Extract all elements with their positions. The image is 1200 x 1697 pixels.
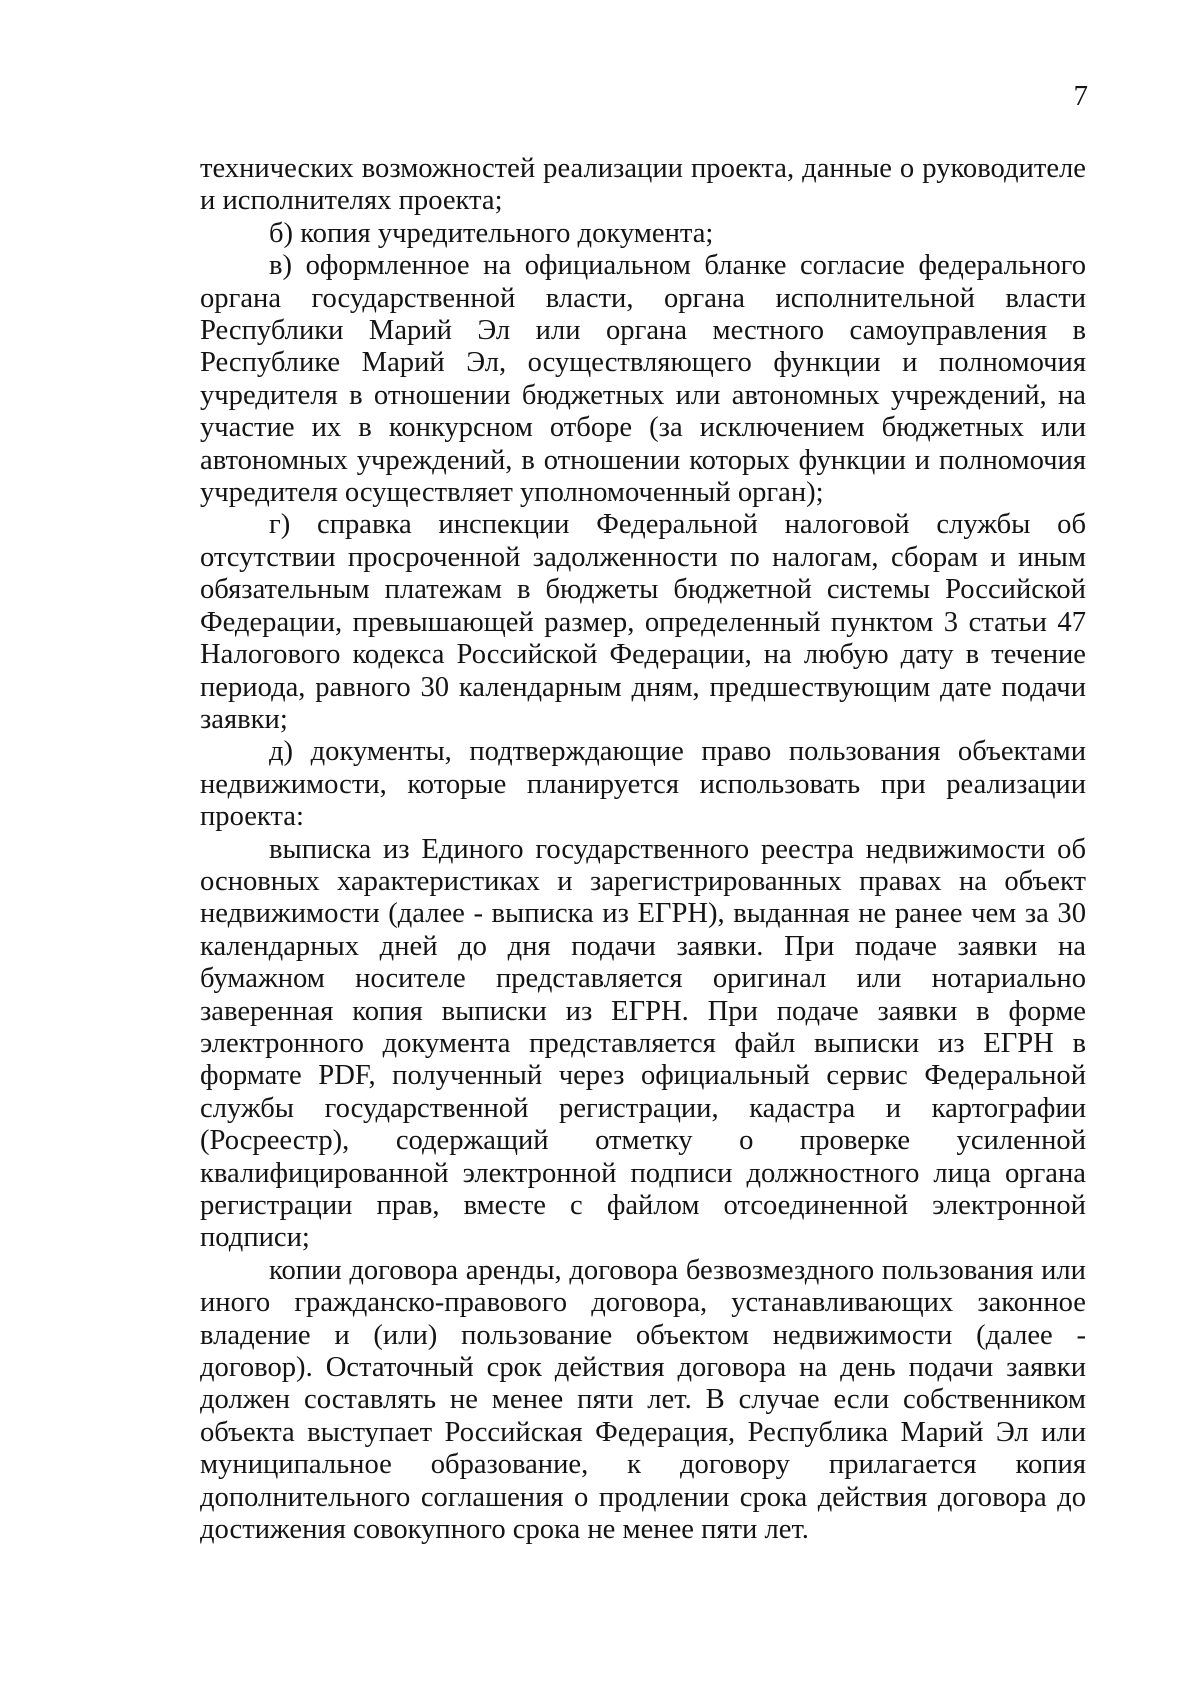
paragraph-lease-contracts: копии договора аренды, договора безвозмездного пользования или иного гражданско-правового договора, устанавливающих законное владение и (или) пользование объектом недвижимости (далее - договор). Остаточный срок действия договора на день подачи заявки должен составлять не менее пяти лет. В случае если собственником объекта выступает Российская Федерация, Республика Марий Эл или муниципальное образование, к договору прилагается копия дополнительного соглашения о продлении срока действия договора до достижения совокупного срока не менее пяти лет. <box>200 1254 1086 1546</box>
paragraph-item-b: б) копия учредительного документа; <box>269 217 714 249</box>
page-number: 7 <box>1073 80 1088 112</box>
paragraph-continuation: технических возможностей реализации проекта, данные о руководителе и исполнителях проекта; <box>200 153 1086 217</box>
paragraph-egrn-extract: выписка из Единого государственного реестра недвижимости об основных характеристиках и зарегистрированных правах на объект недвижимости (далее - выписка из ЕГРН), выданная не ранее чем за 30 календарных дней до дня подачи заявки. При подаче заявки на бумажном носителе представляется оригинал или нотариально заверенная копия выписки из ЕГРН. При подаче заявки в форме электронного документа представляется файл выписки из ЕГРН в формате PDF, полученный через официальный сервис Федеральной службы государственной регистрации, кадастра и картографии (Росреестр), содержащий отметку о проверке усиленной квалифицированной электронной подписи должностного лица органа регистрации прав, вместе с файлом отсоединенной электронной подписи; <box>200 833 1086 1254</box>
paragraph-item-d: д) документы, подтверждающие право пользования объектами недвижимости, которые планируется использовать при реализации проекта: <box>200 736 1086 833</box>
document-body <box>200 153 1086 1546</box>
paragraph-item-v: в) оформленное на официальном бланке согласие федерального органа государственной власти, органа исполнительной власти Республики Марий Эл или органа местного самоуправления в Республике Марий Эл, осуществляющего функции и полномочия учредителя в отношении бюджетных или автономных учреждений, на участие их в конкурсном отборе (за исключением бюджетных или автономных учреждений, в отношении которых функции и полномочия учредителя осуществляет уполномоченный орган); <box>200 250 1086 509</box>
paragraph-item-g: г) справка инспекции Федеральной налоговой службы об отсутствии просроченной задолженности по налогам, сборам и иным обязательным платежам в бюджеты бюджетной системы Российской Федерации, превышающей размер, определенный пунктом 3 статьи 47 Налогового кодекса Российской Федерации, на любую дату в течение периода, равного 30 календарным дням, предшествующим дате подачи заявки; <box>200 509 1086 735</box>
